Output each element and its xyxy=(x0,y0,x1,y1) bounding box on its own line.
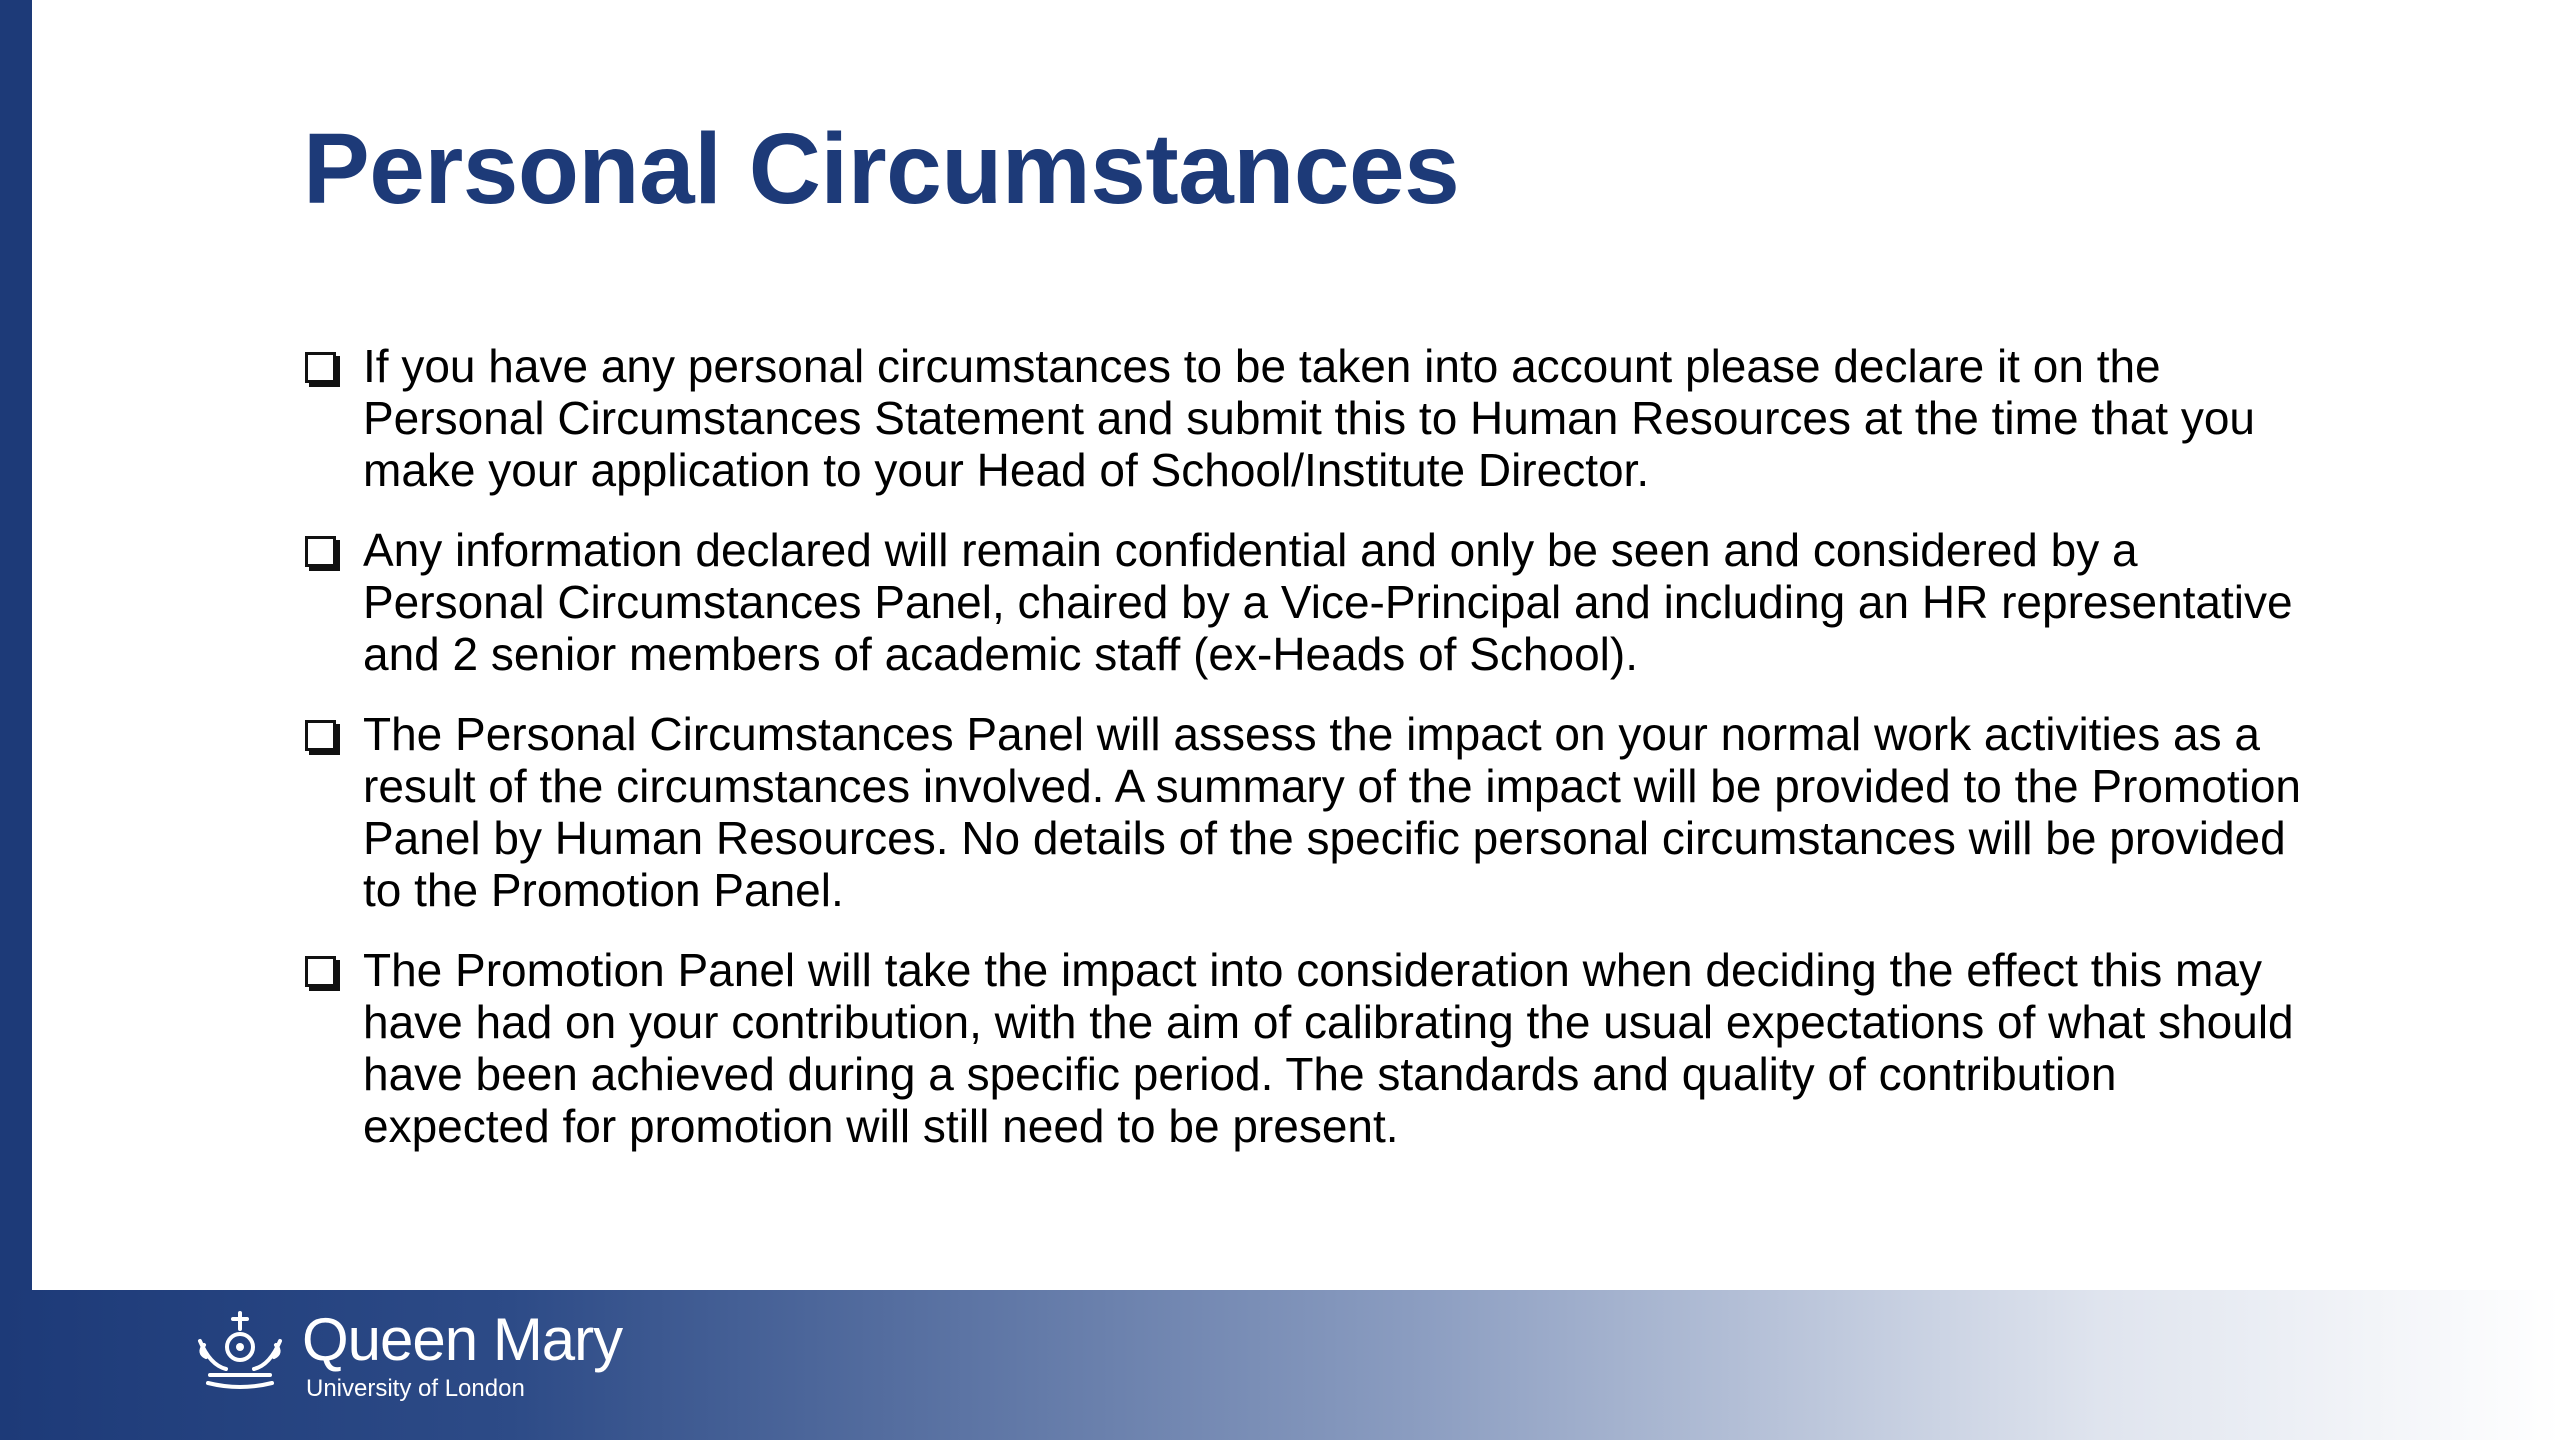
bullet-item xyxy=(303,524,2303,680)
bullet-item xyxy=(303,340,2303,496)
checkbox-bullet-icon xyxy=(305,536,336,567)
bullet-item xyxy=(303,944,2303,1152)
logo-subtitle: University of London xyxy=(306,1375,525,1402)
checkbox-bullet-icon xyxy=(305,352,336,383)
bullet-text: The Personal Circumstances Panel will assess the impact on your normal work activities as a result of the circumstances involved. A summary of the impact will be provided to the Promotion Panel by Human Resources. No details of the specific personal circumstances will be provided to the Promotion Panel. xyxy=(363,708,2301,916)
crown-icon xyxy=(192,1309,288,1399)
checkbox-bullet-icon xyxy=(305,956,336,987)
bullet-item xyxy=(303,708,2303,916)
left-accent-bar xyxy=(0,0,32,1440)
bullet-text: The Promotion Panel will take the impact into consideration when deciding the effect this may have had on your contribution, with the aim of calibrating the usual expectations of what should have been achieved during a specific period. The standards and quality of contribution expected for promotion will still need to be present. xyxy=(363,944,2294,1152)
logo-text xyxy=(302,1305,622,1403)
slide-title: Personal Circumstances xyxy=(303,113,1460,225)
bullet-text: If you have any personal circumstances to be taken into account please declare it on the Personal Circumstances Statement and submit this to Human Resources at the time that you make your application to your Head of School/Institute Director. xyxy=(363,340,2255,496)
bullet-text: Any information declared will remain confidential and only be seen and considered by a Personal Circumstances Panel, chaired by a Vice-Principal and including an HR representative and 2 senior members of academic staff (ex-Heads of School). xyxy=(363,524,2293,680)
queen-mary-logo xyxy=(192,1305,622,1425)
checkbox-bullet-icon xyxy=(305,720,336,751)
logo-name: Queen Mary xyxy=(302,1306,623,1373)
bullet-list xyxy=(303,340,2303,1180)
